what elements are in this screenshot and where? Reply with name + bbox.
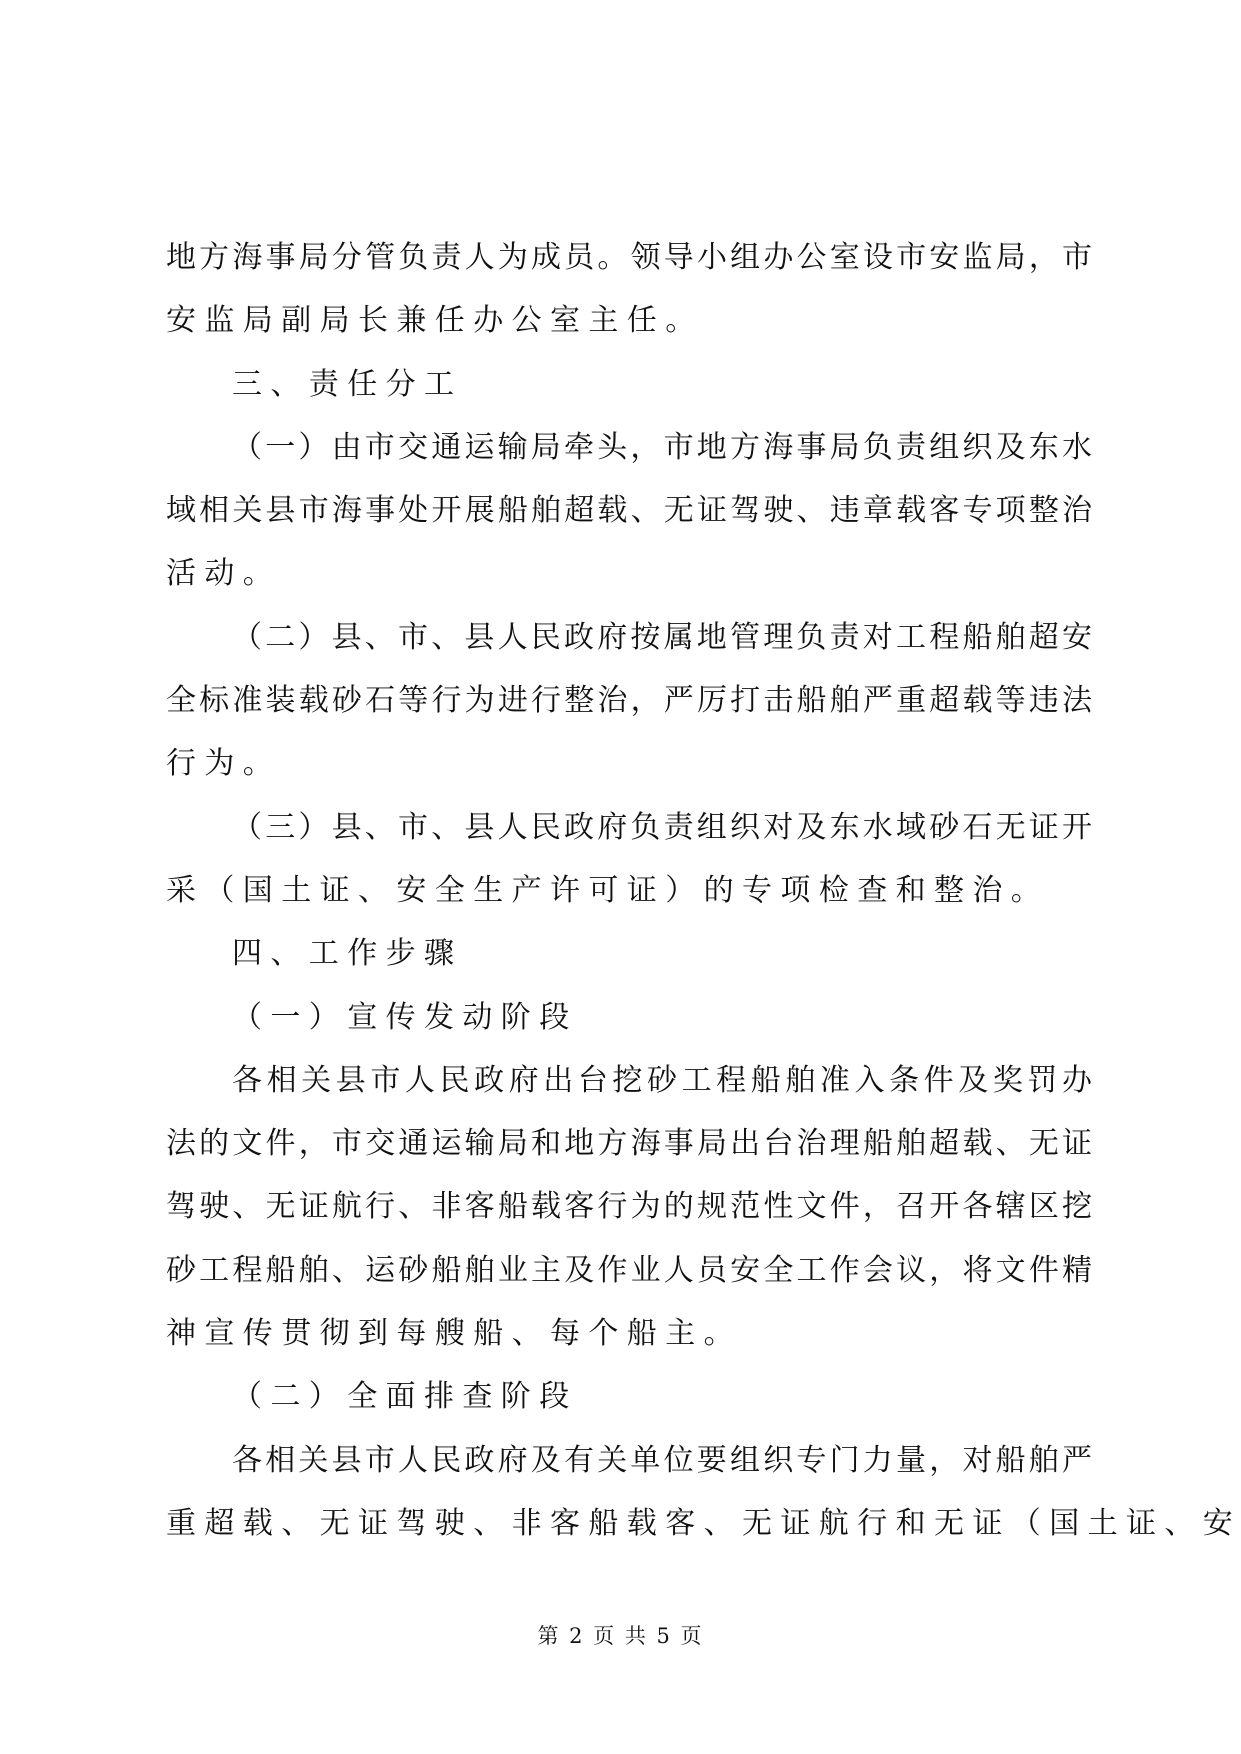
text-line: （一）宣传发动阶段: [232, 999, 578, 1035]
document-body: [166, 226, 1241, 1555]
text-line: 重超载、无证驾驶、非客船载客、无证航行和无证（国土证、安: [166, 1505, 1241, 1541]
paragraph: [166, 922, 1092, 985]
text-line: 行为。: [166, 746, 282, 782]
page-footer: 第 2 页 共 5 页: [537, 1624, 704, 1648]
text-line: 采（国土证、安全生产许可证）的专项检查和整治。: [166, 872, 1050, 908]
text-line: 砂工程船舶、运砂船舶业主及作业人员安全工作会议，将文件精: [166, 1252, 1092, 1288]
paragraph: [166, 986, 1092, 1049]
paragraph: [166, 1429, 1241, 1556]
text-line: 法的文件，市交通运输局和地方海事局出台治理船舶超载、无证: [166, 1126, 1092, 1162]
text-line: 各相关县市人民政府出台挖砂工程船舶准入条件及奖罚办: [232, 1062, 1092, 1098]
paragraph: [166, 606, 1092, 796]
text-line: （二）全面排查阶段: [232, 1379, 578, 1415]
paragraph: [166, 1365, 1092, 1428]
text-line: 地方海事局分管负责人为成员。领导小组办公室设市安监局，市: [166, 240, 1092, 275]
text-line: 各相关县市人民政府及有关单位要组织专门力量，对船舶严: [232, 1442, 1092, 1478]
text-line: 安监局副局长兼任办公室主任。: [166, 303, 704, 339]
text-line: （一）由市交通运输局牵头，市地方海事局负责组织及东水: [232, 429, 1092, 465]
text-line: 全标准装载砂石等行为进行整治，严厉打击船舶严重超载等违法: [166, 683, 1092, 719]
text-line: 驾驶、无证航行、非客船载客行为的规范性文件，召开各辖区挖: [166, 1189, 1092, 1225]
paragraph: [166, 796, 1092, 923]
text-line: （二）县、市、县人民政府按属地管理负责对工程船舶超安: [232, 619, 1092, 655]
text-line: 神宣传贯彻到每艘船、每个船主。: [166, 1316, 742, 1352]
text-line: （三）县、市、县人民政府负责组织对及东水域砂石无证开: [232, 809, 1092, 845]
paragraph: [166, 226, 1092, 353]
paragraph: [166, 1049, 1092, 1365]
text-line: 活动。: [166, 556, 282, 592]
text-line: 域相关县市海事处开展船舶超载、无证驾驶、违章载客专项整治: [166, 493, 1092, 529]
paragraph: [166, 416, 1092, 606]
paragraph: [166, 353, 1092, 416]
text-line: 四、工作步骤: [232, 936, 463, 972]
text-line: 三、责任分工: [232, 366, 463, 402]
